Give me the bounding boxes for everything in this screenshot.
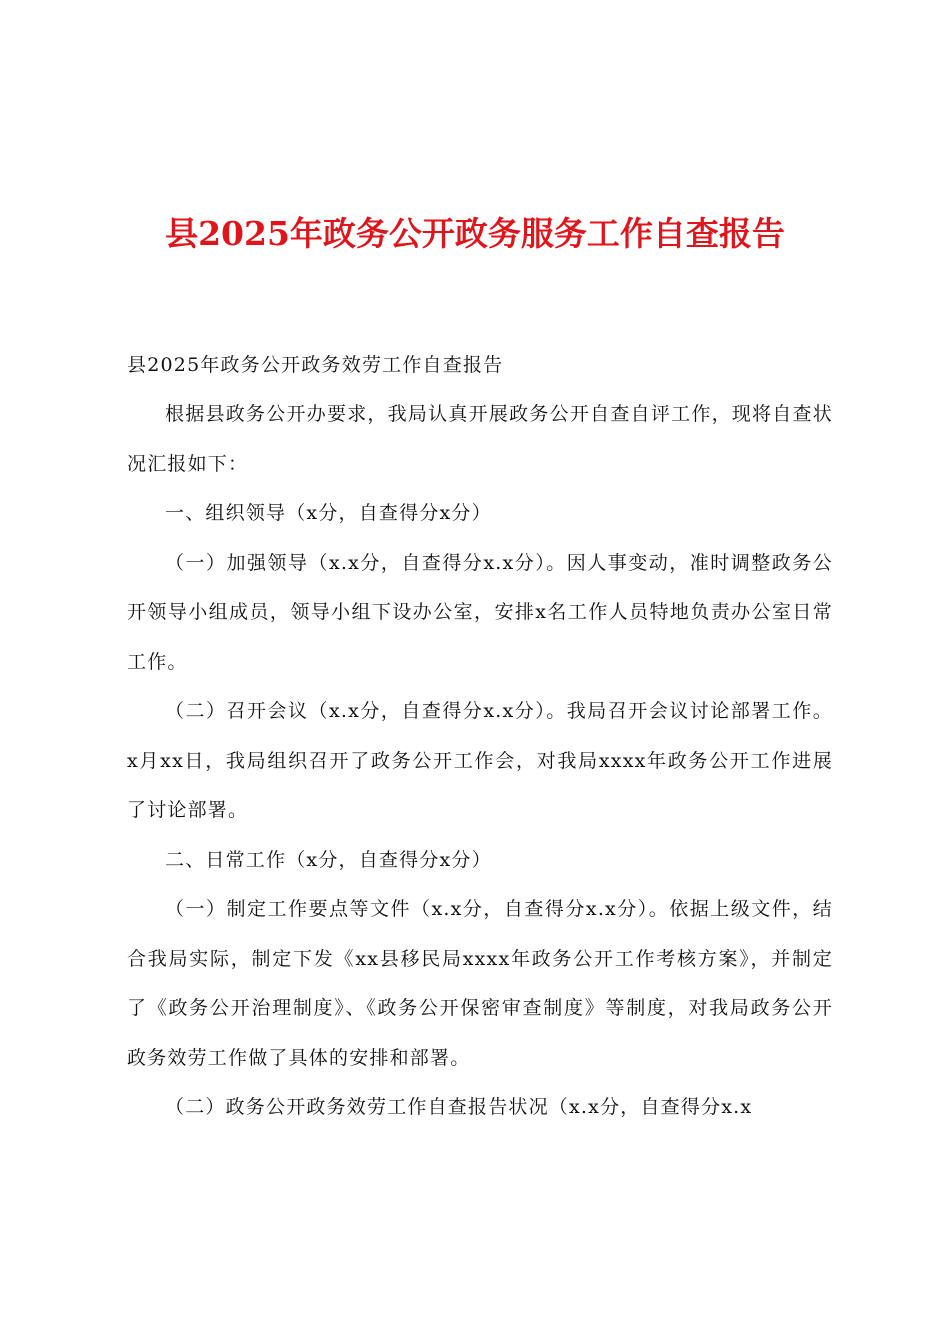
paragraph: 根据县政务公开办要求，我局认真开展政务公开自查自评工作，现将自查状况汇报如下：	[127, 403, 833, 475]
paragraph: （二）召开会议（x.x分，自查得分x.x分）。我局召开会议讨论部署工作。x月xx日，我局组织召开了政务公开工作会，对我局xxxx年政务公开工作进展了讨论部署。	[127, 700, 833, 821]
paragraph: （二）政务公开政务效劳工作自查报告状况（x.x分，自查得分x.x	[165, 1096, 753, 1118]
section-heading: 一、组织领导（x分，自查得分x分）	[165, 502, 492, 524]
document-body	[127, 390, 833, 1133]
document-title: 县2025年政务公开政务服务工作自查报告	[165, 214, 785, 253]
document-subtitle: 县2025年政务公开政务效劳工作自查报告	[127, 354, 504, 376]
paragraph: （一）加强领导（x.x分，自查得分x.x分）。因人事变动，准时调整政务公开领导小组成员，领导小组下设办公室，安排x名工作人员特地负责办公室日常工作。	[127, 551, 833, 673]
paragraph: （一）制定工作要点等文件（x.x分，自查得分x.x分）。依据上级文件，结合我局实际，制定下发《xx县移民局xxxx年政务公开工作考核方案》，并制定了《政务公开治理制度》、《政务公开保密审查制度》等制度，对我局政务公开政务效劳工作做了具体的安排和部署。	[127, 898, 833, 1069]
section-heading: 二、日常工作（x分，自查得分x分）	[165, 848, 492, 871]
